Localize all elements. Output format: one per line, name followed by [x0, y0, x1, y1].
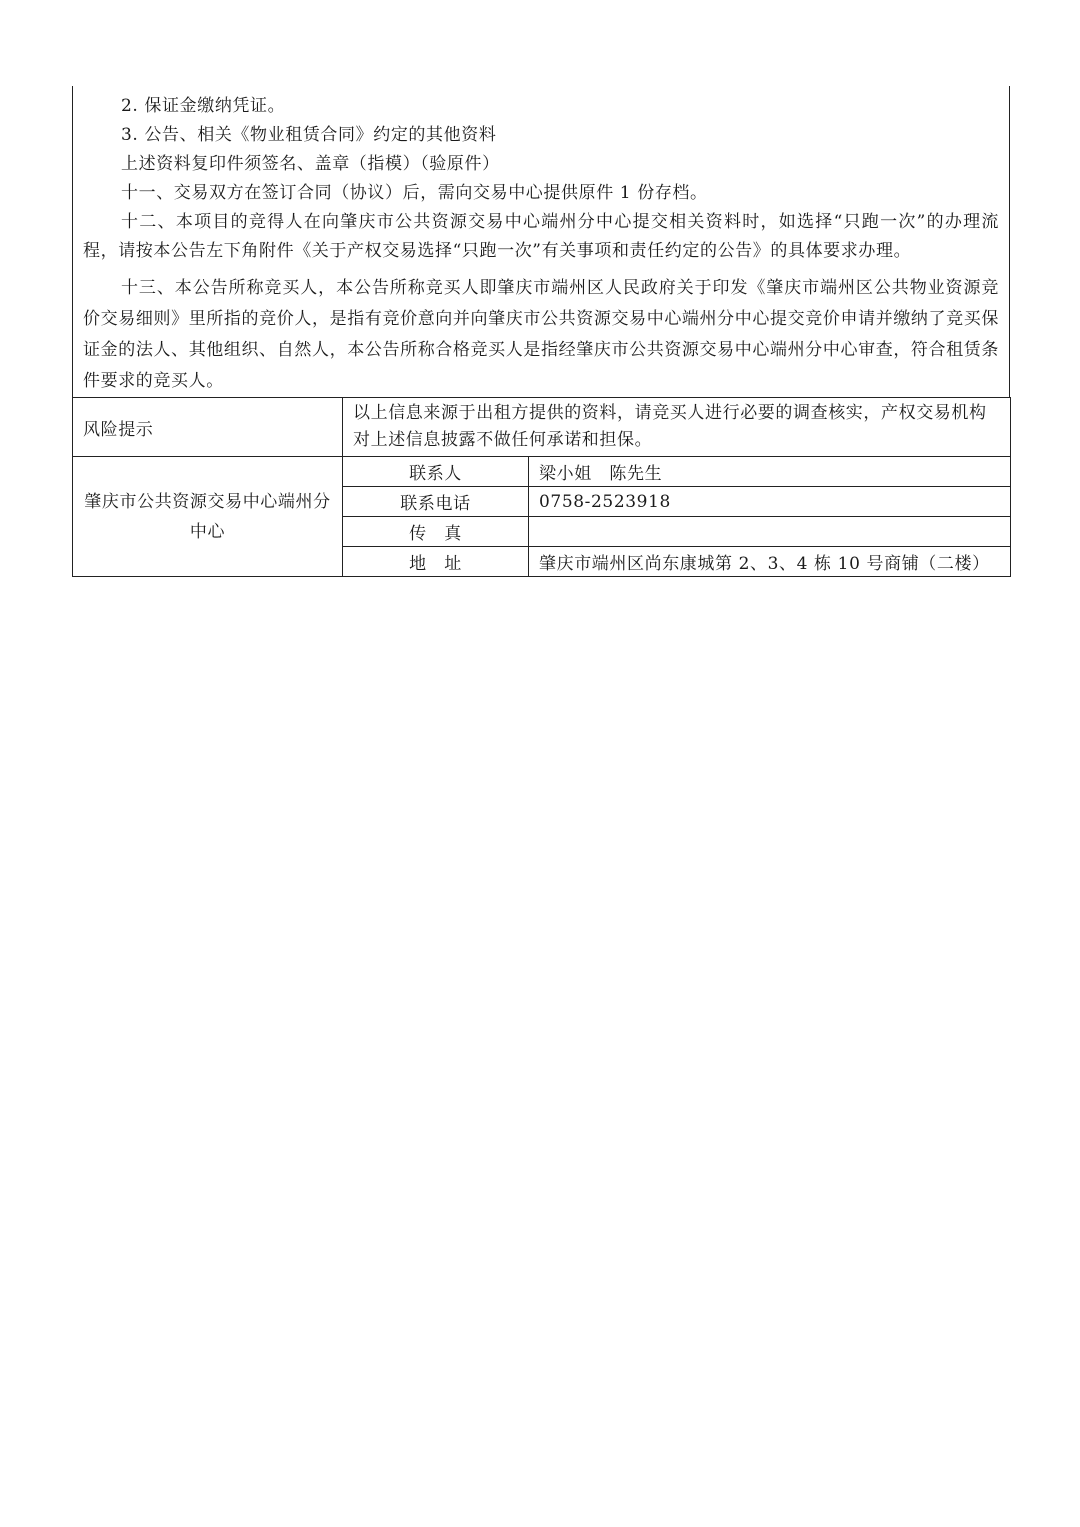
- contact-person-label: 联系人: [343, 457, 529, 487]
- contact-row: [73, 457, 1011, 487]
- risk-text: 以上信息来源于出租方提供的资料，请竞买人进行必要的调查核实，产权交易机构对上述信息披露不做任何承诺和担保。: [343, 398, 1011, 457]
- contact-phone-label: 联系电话: [343, 487, 529, 517]
- risk-label: 风险提示: [73, 398, 343, 457]
- contact-fax-value: [529, 517, 1011, 547]
- notice-item: 十三、本公告所称竞买人，本公告所称竞买人即肇庆市端州区人民政府关于印发《肇庆市端州区公共物业资源竞价交易细则》里所指的竞价人，是指有竞价意向并向肇庆市公共资源交易中心端州分中心提交竞价申请并缴纳了竞买保证金的法人、其他组织、自然人，本公告所称合格竞买人是指经肇庆市公共资源交易中心端州分中心审查，符合租赁条件要求的竞买人。: [83, 278, 999, 391]
- notice-item: 3. 公告、相关《物业租赁合同》约定的其他资料: [121, 125, 497, 145]
- notice-section: [72, 86, 1010, 397]
- contact-address-value: 肇庆市端州区尚东康城第 2、3、4 栋 10 号商铺（二楼）: [529, 547, 1011, 577]
- contact-person-value: 梁小姐 陈先生: [529, 457, 1011, 487]
- contact-address-label: 地 址: [343, 547, 529, 577]
- contact-fax-label: 传 真: [343, 517, 529, 547]
- notice-item: 十二、本项目的竞得人在向肇庆市公共资源交易中心端州分中心提交相关资料时，如选择“只跑一次”的办理流程，请按本公告左下角附件《关于产权交易选择“只跑一次”有关事项和责任约定的公告》的具体要求办理。: [83, 212, 999, 261]
- contact-org: 肇庆市公共资源交易中心端州分中心: [73, 457, 343, 577]
- document-page: [72, 86, 1010, 577]
- notice-item: 十一、交易双方在签订合同（协议）后，需向交易中心提供原件 1 份存档。: [121, 183, 708, 203]
- notice-item: 上述资料复印件须签名、盖章（指模）（验原件）: [121, 154, 500, 174]
- risk-row: [73, 398, 1011, 457]
- info-table: [72, 397, 1011, 577]
- contact-phone-value: 0758-2523918: [529, 487, 1011, 517]
- notice-item: 2. 保证金缴纳凭证。: [121, 96, 286, 116]
